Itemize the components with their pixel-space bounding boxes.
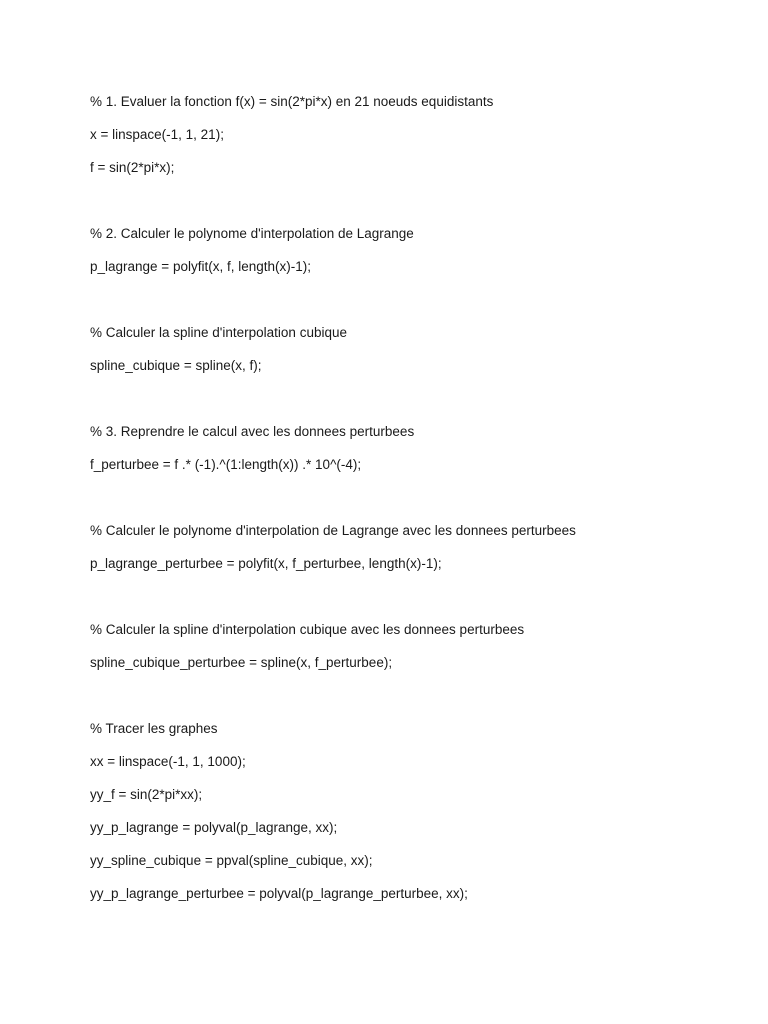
- comment-line: % Calculer la spline d'interpolation cubique avec les donnees perturbees: [90, 622, 525, 637]
- code-line: p_lagrange_perturbee = polyfit(x, f_perturbee, length(x)-1);: [90, 556, 442, 571]
- code-line: f_perturbee = f .* (-1).^(1:length(x)) .* 10^(-4);: [90, 457, 362, 472]
- code-line: p_lagrange = polyfit(x, f, length(x)-1);: [90, 259, 311, 274]
- comment-line: % Calculer la spline d'interpolation cubique: [90, 325, 347, 340]
- code-line: yy_p_lagrange_perturbee = polyval(p_lagrange_perturbee, xx);: [90, 886, 468, 901]
- code-line: xx = linspace(-1, 1, 1000);: [90, 754, 246, 769]
- comment-line: % Calculer le polynome d'interpolation de Lagrange avec les donnees perturbees: [90, 523, 576, 538]
- comment-line: % 1. Evaluer la fonction f(x) = sin(2*pi*x) en 21 noeuds equidistants: [90, 94, 494, 109]
- comment-line: % Tracer les graphes: [90, 721, 218, 736]
- code-listing: [90, 93, 730, 902]
- comment-line: % 3. Reprendre le calcul avec les donnees perturbees: [90, 424, 415, 439]
- code-line: yy_spline_cubique = ppval(spline_cubique, xx);: [90, 853, 373, 868]
- code-line: spline_cubique = spline(x, f);: [90, 358, 262, 373]
- code-line: f = sin(2*pi*x);: [90, 160, 175, 175]
- code-line: yy_f = sin(2*pi*xx);: [90, 787, 203, 802]
- code-line: x = linspace(-1, 1, 21);: [90, 127, 224, 142]
- comment-line: % 2. Calculer le polynome d'interpolation de Lagrange: [90, 226, 414, 241]
- code-line: spline_cubique_perturbee = spline(x, f_perturbee);: [90, 655, 393, 670]
- code-line: yy_p_lagrange = polyval(p_lagrange, xx);: [90, 820, 338, 835]
